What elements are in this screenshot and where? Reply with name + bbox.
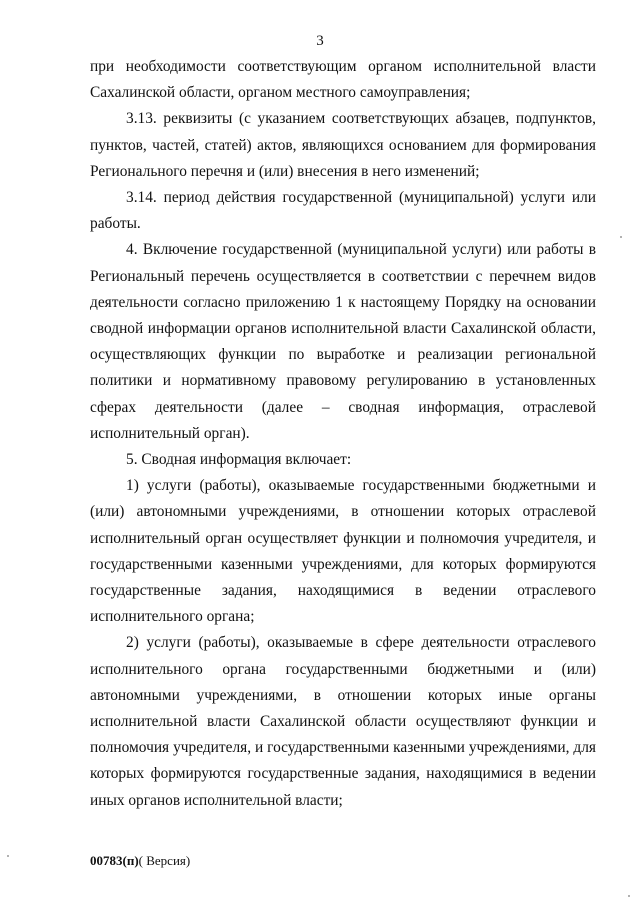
text-line: 5. Сводная информация включает: xyxy=(126,451,352,469)
document-code: 00783(п) xyxy=(90,853,139,868)
text-line: деятельности согласно приложению 1 к настоящему Порядку на основании xyxy=(90,293,596,311)
text-line: иных органов исполнительной власти; xyxy=(90,791,343,809)
document-footer xyxy=(90,853,190,869)
text-line: 1) услуги (работы), оказываемые государственными бюджетными и xyxy=(126,477,596,495)
text-line: автономными учреждениями, в отношении которых иные органы xyxy=(90,686,596,704)
text-line: полномочия учредителя, и государственными казенными учреждениями, для xyxy=(90,739,596,757)
text-line: политики и нормативному правовому регулированию в установленных xyxy=(90,372,596,390)
scan-speck xyxy=(7,855,9,857)
text-line: работы. xyxy=(90,215,141,233)
text-line: которых формируются государственные задания, находящимися в ведении xyxy=(90,765,596,783)
text-line: Регионального перечня и (или) внесения в него изменений; xyxy=(90,162,480,180)
text-line: государственными казенными учреждениями, для которых формируются xyxy=(90,555,596,573)
text-line: пунктов, частей, статей) актов, являющихся основанием для формирования xyxy=(90,136,596,154)
text-line: сферах деятельности (далее – сводная информация, отраслевой xyxy=(90,398,596,416)
text-line: 3.13. реквизиты (с указанием соответствующих абзацев, подпунктов, xyxy=(126,110,596,128)
text-line: осуществляющих функции по выработке и реализации региональной xyxy=(90,346,596,364)
text-line: исполнительного органа; xyxy=(90,608,255,626)
text-line: сводной информации органов исполнительной власти Сахалинской области, xyxy=(90,320,596,338)
text-line: (или) автономными учреждениями, в отношении которых отраслевой xyxy=(90,503,596,521)
text-line: исполнительный орган осуществляет функции и полномочия учредителя, и xyxy=(90,529,596,547)
text-line: исполнительный орган). xyxy=(90,424,250,442)
text-line: 3.14. период действия государственной (муниципальной) услуги или xyxy=(126,189,596,207)
document-version: ( Версия) xyxy=(138,853,191,868)
scan-speck xyxy=(628,895,630,897)
text-line: Региональный перечень осуществляется в соответствии с перечнем видов xyxy=(90,267,596,285)
scan-speck xyxy=(620,236,622,238)
text-line: 4. Включение государственной (муниципальной услуги) или работы в xyxy=(126,241,596,259)
text-line: государственные задания, находящимися в ведении отраслевого xyxy=(90,582,596,600)
text-line: при необходимости соответствующим органом исполнительной власти xyxy=(90,58,596,75)
page-number: 3 xyxy=(316,33,324,49)
text-line: исполнительного органа государственными бюджетными и (или) xyxy=(90,660,596,678)
scan-artifact xyxy=(270,0,410,6)
document-body xyxy=(90,54,596,814)
text-line: исполнительной власти Сахалинской области осуществляют функции и xyxy=(90,713,596,731)
text-line: Сахалинской области, органом местного самоуправления; xyxy=(90,84,471,102)
text-line: 2) услуги (работы), оказываемые в сфере деятельности отраслевого xyxy=(126,634,596,652)
